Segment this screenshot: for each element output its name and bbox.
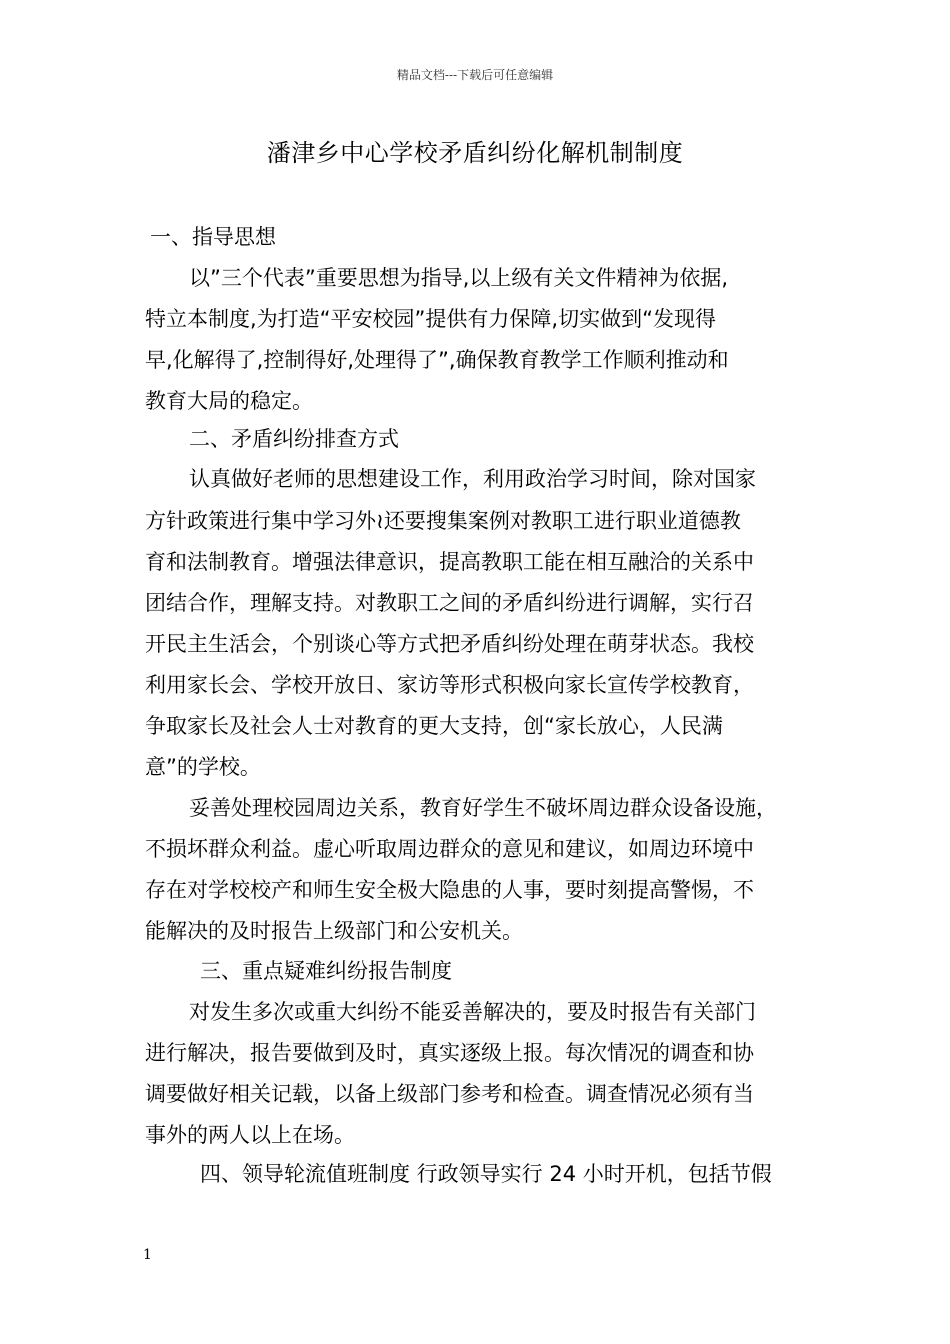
body-line: 方针政策进行集中学习外≀还要搜集案例对教职工进行职业道德教 <box>145 509 741 533</box>
body-line: 以”三个代表”重要思想为指导,以上级有关文件精神为依据, <box>189 266 729 290</box>
body-line: 教育大局的稳定。 <box>145 389 313 413</box>
body-line: 育和法制教育。增强法律意识，提高教职工能在相互融洽的关系中 <box>145 550 754 574</box>
body-line: 存在对学校校产和师生安全极大隐患的人事，要时刻提高警惕，不 <box>145 878 754 902</box>
body-line: 争取家长及社会人士对教育的更大支持，创“家长放心，人民满 <box>145 714 723 738</box>
body-line: 妥善处理校园周边关系，教育好学生不破坏周边群众设备设施， <box>189 796 777 820</box>
section-heading-4: 四、领导轮流值班制度 行政领导实行 24 小时开机，包括节假 <box>200 1162 772 1186</box>
body-line: 能解决的及时报告上级部门和公安机关。 <box>145 919 523 943</box>
body-line: 早,化解得了,控制得好,处理得了”,确保教育教学工作顺利推动和 <box>145 348 729 372</box>
body-line: 对发生多次或重大纠纷不能妥善解决的，要及时报告有关部门 <box>189 1000 756 1024</box>
body-line: 不损坏群众利益。虚心听取周边群众的意见和建议，如周边环境中 <box>145 837 754 861</box>
body-line: 进行解决，报告要做到及时，真实逐级上报。每次情况的调查和协 <box>145 1041 754 1065</box>
body-line: 团结合作，理解支持。对教职工之间的矛盾纠纷进行调解，实行召 <box>145 591 754 615</box>
body-line: 认真做好老师的思想建设工作，利用政治学习时间，除对国家 <box>189 467 756 491</box>
body-line: 开民主生活会，个别谈心等方式把矛盾纠纷处理在萌芽状态。我校 <box>145 632 754 656</box>
body-line: 调要做好相关记载，以备上级部门参考和检查。调查情况必须有当 <box>145 1082 754 1106</box>
section-heading-2: 二、矛盾纠纷排查方式 <box>189 427 399 451</box>
document-header-note: 精品文档---下载后可任意编辑 <box>396 68 554 82</box>
document-title: 潘津乡中心学校矛盾纠纷化解机制制度 <box>266 139 684 167</box>
body-line: 事外的两人以上在场。 <box>145 1123 355 1147</box>
body-line: 利用家长会、学校开放日、家访等形式积极向家长宣传学校教育， <box>145 673 754 697</box>
section-heading-1: 一、指导思想 <box>150 225 276 249</box>
section-heading-3: 三、重点疑难纠纷报告制度 <box>200 959 452 983</box>
body-line: 意”的学校。 <box>145 755 261 779</box>
page-number: 1 <box>143 1247 152 1263</box>
body-line: 特立本制度,为打造“平安校园”提供有力保障,切实做到“发现得 <box>145 307 716 331</box>
